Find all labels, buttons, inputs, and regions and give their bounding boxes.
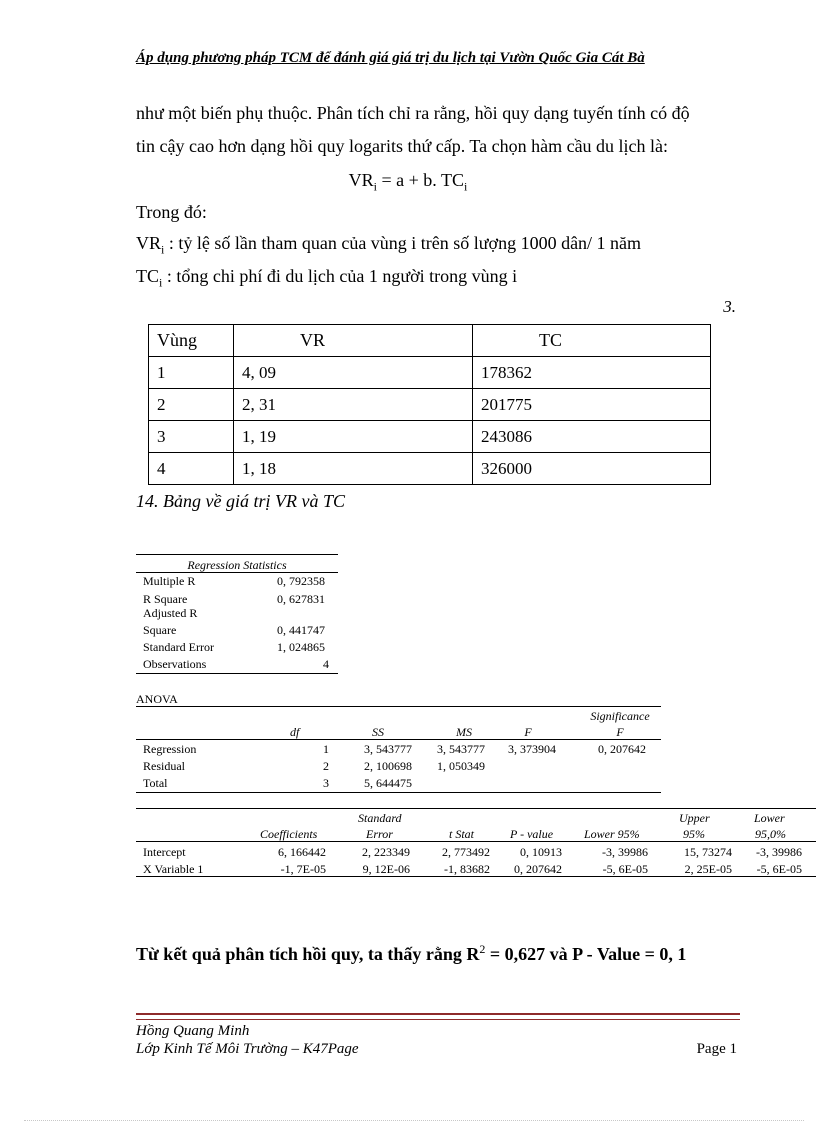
coef-header: 95%	[683, 827, 705, 841]
table-row	[149, 389, 711, 421]
coef-cell: 2, 223349	[362, 845, 410, 859]
coef-cell: 6, 166442	[278, 845, 326, 859]
document-header: Áp dụng phương pháp TCM để đánh giá giá trị du lịch tại Vườn Quốc Gia Cát Bà	[136, 50, 645, 66]
table-cell: 4, 09	[234, 357, 473, 389]
anova-cell: 1, 050349	[437, 759, 485, 773]
anova-header: SS	[372, 725, 384, 739]
table-caption: 14. Bảng về giá trị VR và TC	[136, 491, 345, 511]
anova-cell: Residual	[143, 759, 185, 773]
coef-cell: 9, 12E-06	[362, 862, 410, 876]
table-row	[149, 421, 711, 453]
demand-formula: $VR_i = a + b$. $TC_i$	[348, 170, 468, 194]
coef-cell: -3, 39986	[756, 845, 802, 859]
coef-cell: -5, 6E-05	[602, 862, 648, 876]
header-cell: VR	[234, 325, 473, 357]
anova-cell: 5, 644475	[364, 776, 412, 790]
regression-stats-title: Regression Statistics	[187, 558, 287, 572]
coef-cell: 15, 73274	[684, 845, 732, 859]
anova-cell: 0, 207642	[598, 742, 646, 756]
anova-header: F	[524, 725, 532, 739]
definition-tc: $TC_i$ : tổng chi phí đi du lịch của 1 người trong vùng i	[136, 266, 518, 290]
coef-header: P - value	[510, 827, 554, 841]
anova-header: df	[290, 725, 300, 739]
table-cell: 2, 31	[234, 389, 473, 421]
table-cell: 2	[149, 389, 234, 421]
coef-cell: -1, 83682	[444, 862, 490, 876]
stat-value: 0, 627831	[277, 592, 325, 606]
footer-author: Hồng Quang Minh	[136, 1023, 250, 1039]
anova-header: Significance	[590, 709, 650, 723]
coef-cell: 0, 10913	[520, 845, 562, 859]
coef-cell: 2, 773492	[442, 845, 490, 859]
anova-cell: 3, 543777	[437, 742, 485, 756]
table-row	[149, 357, 711, 389]
table-cell: 326000	[473, 453, 711, 485]
header-cell: Vùng	[149, 325, 234, 357]
paragraph-line: như một biến phụ thuộc. Phân tích chỉ ra rằng, hồi quy dạng tuyến tính có độ	[136, 103, 690, 123]
coef-header: Coefficients	[260, 827, 318, 841]
stat-label: Standard Error	[143, 640, 214, 654]
footer-rule	[136, 1013, 740, 1020]
coef-cell: 0, 207642	[514, 862, 562, 876]
coef-cell: X Variable 1	[143, 862, 204, 876]
anova-cell: 2, 100698	[364, 759, 412, 773]
coef-cell: -1, 7E-05	[280, 862, 326, 876]
coef-cell: 2, 25E-05	[684, 862, 732, 876]
anova-cell: Regression	[143, 742, 197, 756]
anova-title: ANOVA	[136, 692, 178, 706]
table-header-row	[149, 325, 711, 357]
coef-cell: -5, 6E-05	[756, 862, 802, 876]
coef-cell: -3, 39986	[602, 845, 648, 859]
stat-value: 0, 792358	[277, 574, 325, 588]
anova-cell: 1	[323, 742, 329, 756]
stat-value: 0, 441747	[277, 623, 325, 637]
coef-header: Lower	[754, 811, 785, 825]
stat-label: Square	[143, 623, 177, 637]
coef-header: 95,0%	[755, 827, 786, 841]
anova-cell: Total	[143, 776, 168, 790]
anova-header: F	[616, 725, 624, 739]
anova-cell: 2	[323, 759, 329, 773]
stat-label: Multiple R	[143, 574, 196, 588]
stat-value: 1, 024865	[277, 640, 325, 654]
table-cell: 4	[149, 453, 234, 485]
conclusion-text: Từ kết quả phân tích hồi quy, ta thấy rằng $R^2 = 0,627$ và P - Value = 0, 1	[136, 942, 687, 964]
stat-label: R Square	[143, 592, 188, 606]
table-cell: 178362	[473, 357, 711, 389]
coef-header: Standard	[358, 811, 402, 825]
anova-cell: 3, 543777	[364, 742, 412, 756]
table-row	[149, 453, 711, 485]
header-cell: TC	[473, 325, 711, 357]
stat-label: Adjusted R	[143, 606, 198, 620]
coef-header: t Stat	[449, 827, 475, 841]
anova-header: MS	[456, 725, 472, 739]
table-cell: 201775	[473, 389, 711, 421]
stat-label: Observations	[143, 657, 207, 671]
anova-cell: 3	[323, 776, 329, 790]
paragraph-line: tin cậy cao hơn dạng hồi quy logarits thứ cấp. Ta chọn hàm cầu du lịch là:	[136, 136, 669, 156]
page-number: Page 1	[696, 1041, 737, 1057]
coef-header: Upper	[679, 811, 710, 825]
where-label: Trong đó:	[136, 202, 207, 222]
footer-class: Lớp Kinh Tế Môi Trường – K47Page	[136, 1041, 359, 1057]
anova-cell: 3, 373904	[508, 742, 556, 756]
table-cell: 1	[149, 357, 234, 389]
coef-header: Error	[366, 827, 393, 841]
table-cell: 1, 19	[234, 421, 473, 453]
vr-tc-table	[148, 324, 711, 485]
coef-header: Lower 95%	[584, 827, 640, 841]
table-cell: 3	[149, 421, 234, 453]
table-number: 3.	[723, 297, 736, 316]
table-cell: 243086	[473, 421, 711, 453]
coef-cell: Intercept	[143, 845, 186, 859]
table-cell: 1, 18	[234, 453, 473, 485]
definition-vr: $VR_i$ : tỷ lệ số lần tham quan của vùng i trên số lượng 1000 dân/ 1 năm	[136, 233, 642, 257]
stat-value: 4	[323, 657, 329, 671]
